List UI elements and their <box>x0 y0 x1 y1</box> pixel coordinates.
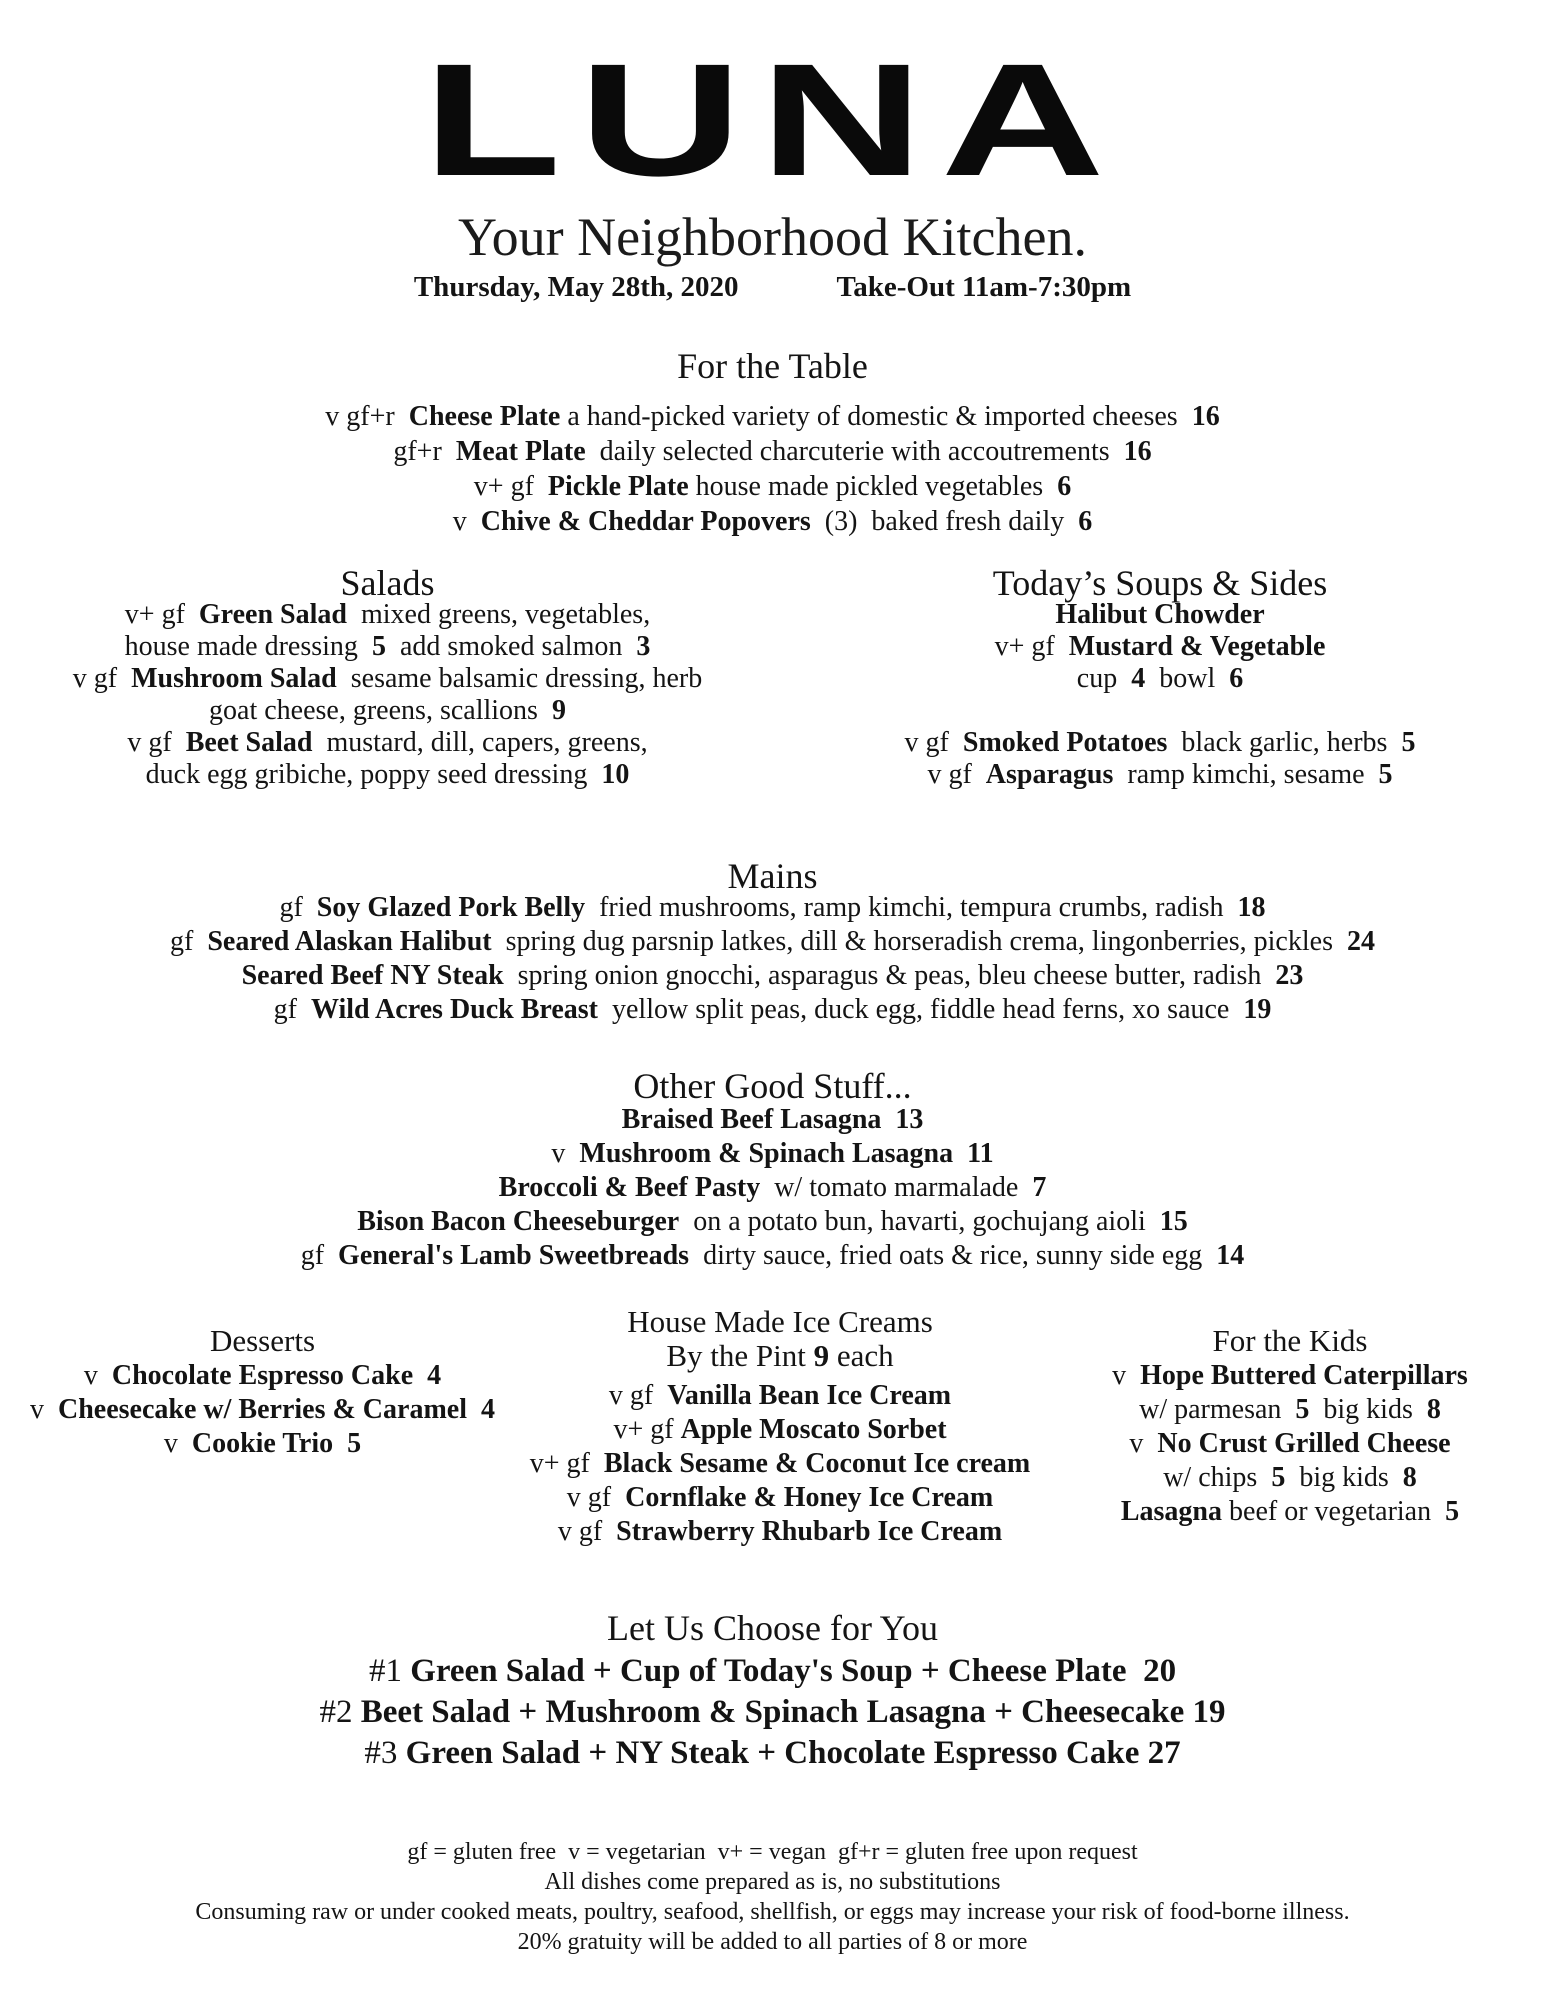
menu-text-bold: Vanilla Bean Ice Cream <box>667 1380 952 1411</box>
menu-line <box>30 695 745 727</box>
menu-text: on a potato bun, havarti, gochujang aioli <box>679 1206 1160 1237</box>
menu-text: ramp kimchi, sesame <box>1113 759 1379 790</box>
menu-text-bold: 5 <box>347 1428 362 1459</box>
menu-text: #3 <box>364 1735 406 1771</box>
menu-text: cup <box>1076 663 1132 694</box>
menu-text-bold: 6 <box>1057 471 1072 502</box>
menu-text-bold: Green Salad + NY Steak + Chocolate Espresso Cake <box>405 1735 1140 1771</box>
menu-line <box>0 469 1545 504</box>
menu-text-bold: 6 <box>1229 663 1244 694</box>
menu-text-bold: General's Lamb Sweetbreads <box>338 1240 690 1271</box>
menu-line <box>0 1205 1545 1239</box>
menu-text-bold: Strawberry Rhubarb Ice Cream <box>616 1516 1003 1547</box>
menu-text-bold: Lasagna <box>1120 1496 1223 1527</box>
section-title-mains: Mains <box>727 856 818 896</box>
menu-text-bold: Meat Plate <box>455 436 586 467</box>
menu-text-bold: 27 <box>1147 1735 1181 1771</box>
takeout-hours: Take-Out 11am-7:30pm <box>836 271 1132 303</box>
logo-text: LUNA <box>422 30 1123 209</box>
section-title-desserts: Desserts <box>209 1323 316 1358</box>
menu-line <box>0 925 1545 959</box>
menu-text: (3) baked fresh daily <box>810 506 1079 537</box>
date-hours-row <box>0 270 1545 304</box>
menu-text: v <box>551 1138 580 1169</box>
menu-line <box>20 1393 505 1427</box>
section-items-salads <box>30 599 745 791</box>
menu-line: 20% gratuity will be added to all parties of 8 or more <box>517 1929 1028 1955</box>
menu-text <box>881 1104 895 1135</box>
menu-text-bold: 5 <box>371 631 386 662</box>
menu-text: v+ gf <box>613 1414 681 1445</box>
menu-text: house made dressing <box>124 631 372 662</box>
menu-text: v gf <box>904 727 963 758</box>
menu-text-bold: Chocolate Espresso Cake <box>111 1360 414 1391</box>
menu-text <box>1139 1735 1147 1771</box>
menu-line <box>1040 1427 1540 1461</box>
menu-text-bold: 18 <box>1237 892 1266 923</box>
menu-line <box>0 1171 1545 1205</box>
menu-text: duck egg gribiche, poppy seed dressing <box>145 759 602 790</box>
menu-text: gf+r <box>393 436 456 467</box>
menu-text: v gf <box>127 727 186 758</box>
menu-text: By the Pint <box>666 1338 814 1373</box>
menu-text: w/ chips <box>1163 1462 1272 1493</box>
menu-line <box>20 1359 505 1393</box>
menu-text: goat cheese, greens, scallions <box>209 695 552 726</box>
menu-text-bold: Smoked Potatoes <box>962 727 1168 758</box>
section-title-ice-creams <box>490 1305 1070 1373</box>
menu-line <box>1040 1461 1540 1495</box>
menu-text-bold: Pickle Plate <box>547 471 689 502</box>
menu-text: gf <box>273 994 311 1025</box>
menu-line <box>790 727 1530 759</box>
section-items-mains <box>0 891 1545 1027</box>
menu-text: mustard, dill, capers, greens, <box>312 727 648 758</box>
menu-line <box>1040 1495 1540 1529</box>
menu-line <box>0 1651 1545 1692</box>
menu-line <box>790 631 1530 663</box>
menu-text: v <box>83 1360 112 1391</box>
menu-text-bold: Braised Beef Lasagna <box>621 1104 882 1135</box>
menu-text-bold: 3 <box>636 631 651 662</box>
menu-text: v <box>1129 1428 1158 1459</box>
menu-text-bold: Wild Acres Duck Breast <box>310 994 598 1025</box>
menu-line <box>30 663 745 695</box>
menu-text-bold: 5 <box>1295 1394 1310 1425</box>
menu-text: gf <box>300 1240 339 1271</box>
menu-text: gf <box>279 892 317 923</box>
menu-text-bold: 13 <box>895 1104 924 1135</box>
menu-text-bold: Apple Moscato Sorbet <box>680 1414 947 1445</box>
section-items-for-the-table <box>0 399 1545 539</box>
menu-line <box>490 1515 1070 1549</box>
menu-line <box>490 1339 1070 1373</box>
menu-text-bold: 7 <box>1032 1172 1047 1203</box>
menu-text-bold: 6 <box>1078 506 1093 537</box>
menu-text <box>1184 1694 1192 1730</box>
menu-line <box>0 891 1545 925</box>
menu-text: v+ gf <box>994 631 1069 662</box>
menu-text-bold: Halibut Chowder <box>1055 599 1265 630</box>
menu-text-bold: Beet Salad + Mushroom & Spinach Lasagna + Cheesecake <box>360 1694 1185 1730</box>
menu-text-bold: Mushroom Salad <box>131 663 337 694</box>
menu-line <box>790 695 1530 727</box>
menu-text: #1 <box>368 1653 411 1689</box>
menu-text-bold: Chive & Cheddar Popovers <box>480 506 811 537</box>
menu-line <box>0 959 1545 993</box>
menu-text-bold: Cookie Trio <box>191 1428 334 1459</box>
menu-line: Consuming raw or under cooked meats, poultry, seafood, shellfish, or eggs may increase your risk of food-borne illness. <box>195 1899 1350 1925</box>
menu-text: black garlic, herbs <box>1167 727 1402 758</box>
menu-text-bold: 8 <box>1402 1462 1417 1493</box>
section-title-other-good-stuff: Other Good Stuff... <box>633 1066 912 1106</box>
menu-text-bold: Seared Alaskan Halibut <box>207 926 492 957</box>
menu-text <box>413 1360 427 1391</box>
menu-text: a hand-picked variety of domestic & imported cheeses <box>560 401 1192 432</box>
menu-text: v <box>1112 1360 1141 1391</box>
menu-text: v gf <box>608 1380 668 1411</box>
menu-text-bold: Asparagus <box>985 759 1114 790</box>
section-items-soups-sides <box>790 599 1530 791</box>
menu-text: #2 <box>319 1694 361 1730</box>
menu-text-bold: 4 <box>480 1394 495 1425</box>
menu-text: v gf <box>557 1516 617 1547</box>
menu-text-bold: Mustard & Vegetable <box>1068 631 1326 662</box>
menu-text: mixed greens, vegetables, <box>346 599 651 630</box>
menu-line <box>0 399 1545 434</box>
menu-text-bold: 20 <box>1143 1653 1177 1689</box>
menu-text <box>467 1394 481 1425</box>
menu-line <box>30 599 745 631</box>
menu-text: v gf <box>72 663 132 694</box>
section-items-other-good-stuff <box>0 1103 1545 1273</box>
menu-text: v gf <box>927 759 986 790</box>
menu-line: All dishes come prepared as is, no substitutions <box>544 1869 1001 1895</box>
menu-text-bold: 8 <box>1426 1394 1441 1425</box>
menu-text <box>1127 1653 1144 1689</box>
menu-text-bold: Green Salad <box>198 599 347 630</box>
menu-text-bold: Seared Beef NY Steak <box>241 960 504 991</box>
menu-text: w/ tomato marmalade <box>760 1172 1033 1203</box>
menu-text-bold: 19 <box>1243 994 1272 1025</box>
menu-line <box>0 434 1545 469</box>
menu-text: v gf+r <box>325 401 409 432</box>
section-items-ice-creams <box>490 1379 1070 1549</box>
menu-text: fried mushrooms, ramp kimchi, tempura crumbs, radish <box>585 892 1238 923</box>
tagline: Your Neighborhood Kitchen. <box>458 207 1087 267</box>
menu-line <box>790 663 1530 695</box>
menu-text-bold: Beet Salad <box>185 727 313 758</box>
menu-text-bold: Green Salad + Cup of Today's Soup + Cheese Plate <box>410 1653 1127 1689</box>
menu-text: yellow split peas, duck egg, fiddle head ferns, xo sauce <box>597 994 1244 1025</box>
menu-text <box>953 1138 967 1169</box>
menu-text: dirty sauce, fried oats & rice, sunny side egg <box>689 1240 1217 1271</box>
menu-text: each <box>829 1338 894 1373</box>
menu-line <box>0 1103 1545 1137</box>
menu-text-bold: 11 <box>967 1138 994 1169</box>
menu-text-bold: 5 <box>1401 727 1416 758</box>
menu-text: v <box>163 1428 192 1459</box>
menu-text-bold: 23 <box>1275 960 1304 991</box>
menu-text: add smoked salmon <box>385 631 637 662</box>
menu-text <box>333 1428 347 1459</box>
menu-text-bold: 16 <box>1123 436 1152 467</box>
section-items-desserts <box>20 1359 505 1461</box>
menu-text-bold: Cornflake & Honey Ice Cream <box>625 1482 994 1513</box>
section-title-salads: Salads <box>340 563 435 603</box>
menu-text: v+ gf <box>473 471 548 502</box>
menu-text: big kids <box>1309 1394 1427 1425</box>
menu-text: big kids <box>1285 1462 1403 1493</box>
menu-text-bold: Cheesecake w/ Berries & Caramel <box>58 1394 467 1425</box>
menu-line <box>1040 1359 1540 1393</box>
section-title-for-the-table: For the Table <box>677 346 868 386</box>
menu-text-bold: Bison Bacon Cheeseburger <box>357 1206 680 1237</box>
menu-text: house made pickled vegetables <box>688 471 1058 502</box>
section-items-for-the-kids <box>1040 1359 1540 1529</box>
menu-text: v+ gf <box>124 599 199 630</box>
menu-text: v+ gf <box>529 1448 604 1479</box>
section-items-let-us-choose <box>0 1651 1545 1774</box>
restaurant-logo <box>0 30 1545 209</box>
menu-text-bold: 5 <box>1445 1496 1460 1527</box>
menu-text: w/ parmesan <box>1139 1394 1296 1425</box>
menu-text: sesame balsamic dressing, herb <box>336 663 703 694</box>
menu-text-bold: 15 <box>1159 1206 1188 1237</box>
menu-text: daily selected charcuterie with accoutrements <box>585 436 1124 467</box>
section-title-for-the-kids: For the Kids <box>1212 1323 1368 1358</box>
footer-notices <box>0 1837 1545 1957</box>
menu-text: v gf <box>566 1482 626 1513</box>
menu-line: House Made Ice Creams <box>627 1304 933 1339</box>
menu-text-bold: Cheese Plate <box>408 401 561 432</box>
menu-line <box>490 1481 1070 1515</box>
section-title-let-us-choose: Let Us Choose for You <box>606 1608 938 1648</box>
menu-text-bold: 4 <box>427 1360 442 1391</box>
menu-text-bold: No Crust Grilled Cheese <box>1157 1428 1451 1459</box>
section-title-soups-sides: Today’s Soups & Sides <box>992 563 1328 603</box>
menu-text: v <box>452 506 481 537</box>
menu-text-bold: 16 <box>1191 401 1220 432</box>
menu-line <box>1040 1393 1540 1427</box>
menu-text-bold: 24 <box>1346 926 1375 957</box>
menu-text-bold: Hope Buttered Caterpillars <box>1140 1360 1468 1391</box>
menu-text: spring onion gnocchi, asparagus & peas, bleu cheese butter, radish <box>503 960 1276 991</box>
menu-text-bold: Black Sesame & Coconut Ice cream <box>603 1448 1031 1479</box>
menu-text-bold: 5 <box>1271 1462 1286 1493</box>
menu-text-bold: 19 <box>1192 1694 1226 1730</box>
menu-text: spring dug parsnip latkes, dill & horseradish crema, lingonberries, pickles <box>491 926 1347 957</box>
menu-text-bold: Soy Glazed Pork Belly <box>316 892 586 923</box>
menu-line <box>30 631 745 663</box>
menu-text-bold: 14 <box>1216 1240 1245 1271</box>
menu-text-bold: 4 <box>1131 663 1146 694</box>
menu-line <box>30 727 745 759</box>
menu-line <box>490 1447 1070 1481</box>
menu-line: gf = gluten free v = vegetarian v+ = vegan gf+r = gluten free upon request <box>407 1839 1138 1865</box>
menu-line <box>30 759 745 791</box>
menu-line <box>790 759 1530 791</box>
menu-line <box>0 1239 1545 1273</box>
menu-line <box>0 1733 1545 1774</box>
menu-line <box>0 504 1545 539</box>
menu-text-bold: 9 <box>813 1338 830 1373</box>
menu-line <box>20 1427 505 1461</box>
menu-date: Thursday, May 28th, 2020 <box>413 271 739 303</box>
menu-line <box>490 1379 1070 1413</box>
menu-text-bold: 5 <box>1378 759 1393 790</box>
menu-text-bold: 9 <box>551 695 566 726</box>
menu-text: beef or vegetarian <box>1222 1496 1446 1527</box>
menu-line <box>0 993 1545 1027</box>
menu-text: bowl <box>1145 663 1230 694</box>
menu-line <box>790 599 1530 631</box>
menu-line <box>0 1692 1545 1733</box>
menu-text-bold: Broccoli & Beef Pasty <box>498 1172 761 1203</box>
menu-text-bold: Mushroom & Spinach Lasagna <box>579 1138 954 1169</box>
menu-text-bold: 10 <box>601 759 630 790</box>
menu-line <box>490 1413 1070 1447</box>
menu-line <box>0 1137 1545 1171</box>
menu-text: v <box>30 1394 59 1425</box>
menu-text: gf <box>170 926 208 957</box>
